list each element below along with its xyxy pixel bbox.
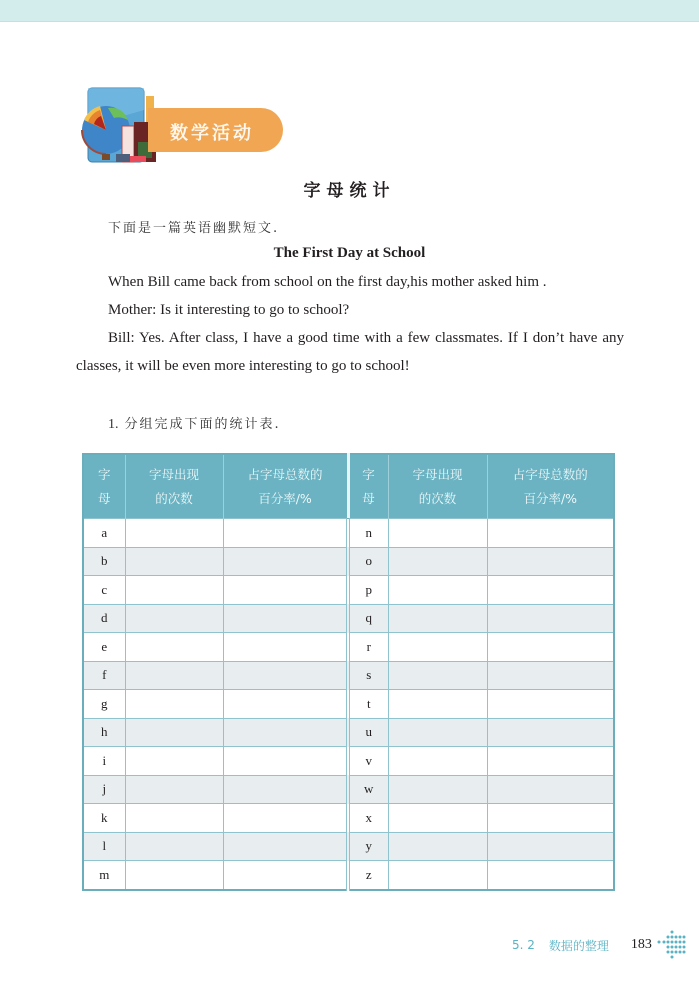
count-header: 字母出现 的次数: [388, 454, 487, 519]
count-cell: [388, 661, 487, 690]
count-cell: [388, 804, 487, 833]
table-row: [83, 576, 614, 605]
section-name: 数据的整理: [548, 938, 609, 953]
percent-cell: [223, 576, 348, 605]
table-row: [83, 861, 614, 890]
letter-cell: k: [83, 804, 125, 833]
letter-cell: q: [348, 604, 388, 633]
percent-cell: [487, 690, 614, 719]
task-instruction: [108, 413, 281, 433]
letter-cell: f: [83, 661, 125, 690]
table-row: [83, 718, 614, 747]
count-header: 字母出现 的次数: [125, 454, 223, 519]
letter-cell: t: [348, 690, 388, 719]
percent-cell: [487, 718, 614, 747]
table-row: [83, 690, 614, 719]
count-cell: [125, 519, 223, 548]
letter-cell: o: [348, 547, 388, 576]
percent-cell: [487, 747, 614, 776]
percent-cell: [223, 861, 348, 890]
count-cell: [388, 861, 487, 890]
percent-cell: [487, 661, 614, 690]
letter-header: 字 母: [83, 454, 125, 519]
table-row: [83, 633, 614, 662]
count-cell: [125, 775, 223, 804]
dot-arrow-decoration-icon: [656, 930, 688, 960]
table-row: [83, 661, 614, 690]
count-cell: [125, 690, 223, 719]
letter-cell: l: [83, 832, 125, 861]
count-cell: [388, 690, 487, 719]
letter-cell: d: [83, 604, 125, 633]
letter-header: 字 母: [348, 454, 388, 519]
table-row: [83, 804, 614, 833]
percent-cell: [487, 576, 614, 605]
percent-cell: [487, 775, 614, 804]
letter-cell: m: [83, 861, 125, 890]
activity-label: 数学活动: [170, 123, 254, 144]
count-cell: [388, 832, 487, 861]
count-cell: [125, 661, 223, 690]
task-text: 分组完成下面的统计表.: [124, 417, 281, 432]
letter-cell: g: [83, 690, 125, 719]
count-cell: [125, 576, 223, 605]
count-cell: [388, 604, 487, 633]
page-footer: [512, 935, 688, 955]
letter-cell: c: [83, 576, 125, 605]
percent-cell: [223, 547, 348, 576]
count-cell: [125, 718, 223, 747]
percent-header: 占字母总数的 百分率/%: [487, 454, 614, 519]
percent-cell: [223, 604, 348, 633]
letter-cell: z: [348, 861, 388, 890]
count-cell: [388, 718, 487, 747]
count-cell: [125, 547, 223, 576]
percent-cell: [223, 775, 348, 804]
count-cell: [388, 775, 487, 804]
percent-cell: [223, 832, 348, 861]
count-cell: [388, 633, 487, 662]
percent-cell: [487, 519, 614, 548]
table-row: [83, 747, 614, 776]
percent-cell: [223, 718, 348, 747]
letter-cell: s: [348, 661, 388, 690]
letter-cell: y: [348, 832, 388, 861]
percent-cell: [223, 633, 348, 662]
count-cell: [388, 747, 487, 776]
table-row: [83, 775, 614, 804]
section-title: 字母统计: [303, 181, 396, 201]
count-cell: [125, 861, 223, 890]
count-cell: [125, 832, 223, 861]
percent-cell: [487, 547, 614, 576]
table-header-row: [83, 454, 614, 519]
letter-cell: w: [348, 775, 388, 804]
percent-cell: [487, 832, 614, 861]
page-number: 183: [630, 937, 652, 952]
letter-cell: j: [83, 775, 125, 804]
percent-cell: [487, 804, 614, 833]
intro-text: 下面是一篇英语幽默短文.: [108, 221, 280, 236]
percent-cell: [487, 861, 614, 890]
letter-cell: i: [83, 747, 125, 776]
story-paragraph: When Bill came back from school on the first day,his mother asked him .: [108, 274, 547, 290]
percent-cell: [223, 690, 348, 719]
percent-header: 占字母总数的 百分率/%: [223, 454, 348, 519]
letter-cell: p: [348, 576, 388, 605]
table-row: [83, 604, 614, 633]
table-row: [83, 547, 614, 576]
story-title: The First Day at School: [273, 245, 426, 261]
percent-cell: [223, 519, 348, 548]
letter-cell: e: [83, 633, 125, 662]
letter-cell: v: [348, 747, 388, 776]
story-paragraph: Bill: Yes. After class, I have a good time with a few classmates. If I don’t have any classes, it will be even more interesting to go to school!: [76, 330, 624, 374]
letter-cell: n: [348, 519, 388, 548]
count-cell: [388, 547, 487, 576]
letter-cell: b: [83, 547, 125, 576]
percent-cell: [487, 604, 614, 633]
story-paragraph: Mother: Is it interesting to go to school?: [108, 302, 350, 318]
letter-cell: a: [83, 519, 125, 548]
top-color-band: [0, 0, 699, 22]
count-cell: [125, 747, 223, 776]
percent-cell: [223, 804, 348, 833]
count-cell: [125, 804, 223, 833]
task-number: 1.: [108, 417, 119, 432]
table-row: [83, 832, 614, 861]
count-cell: [125, 633, 223, 662]
letter-cell: r: [348, 633, 388, 662]
percent-cell: [487, 633, 614, 662]
count-cell: [388, 519, 487, 548]
percent-cell: [223, 747, 348, 776]
math-activity-banner: [74, 86, 286, 166]
count-cell: [125, 604, 223, 633]
letter-cell: x: [348, 804, 388, 833]
section-number: 5. 2: [512, 938, 535, 952]
letter-statistics-table: [82, 453, 615, 891]
letter-cell: u: [348, 718, 388, 747]
table-row: [83, 519, 614, 548]
letter-cell: h: [83, 718, 125, 747]
count-cell: [388, 576, 487, 605]
percent-cell: [223, 661, 348, 690]
